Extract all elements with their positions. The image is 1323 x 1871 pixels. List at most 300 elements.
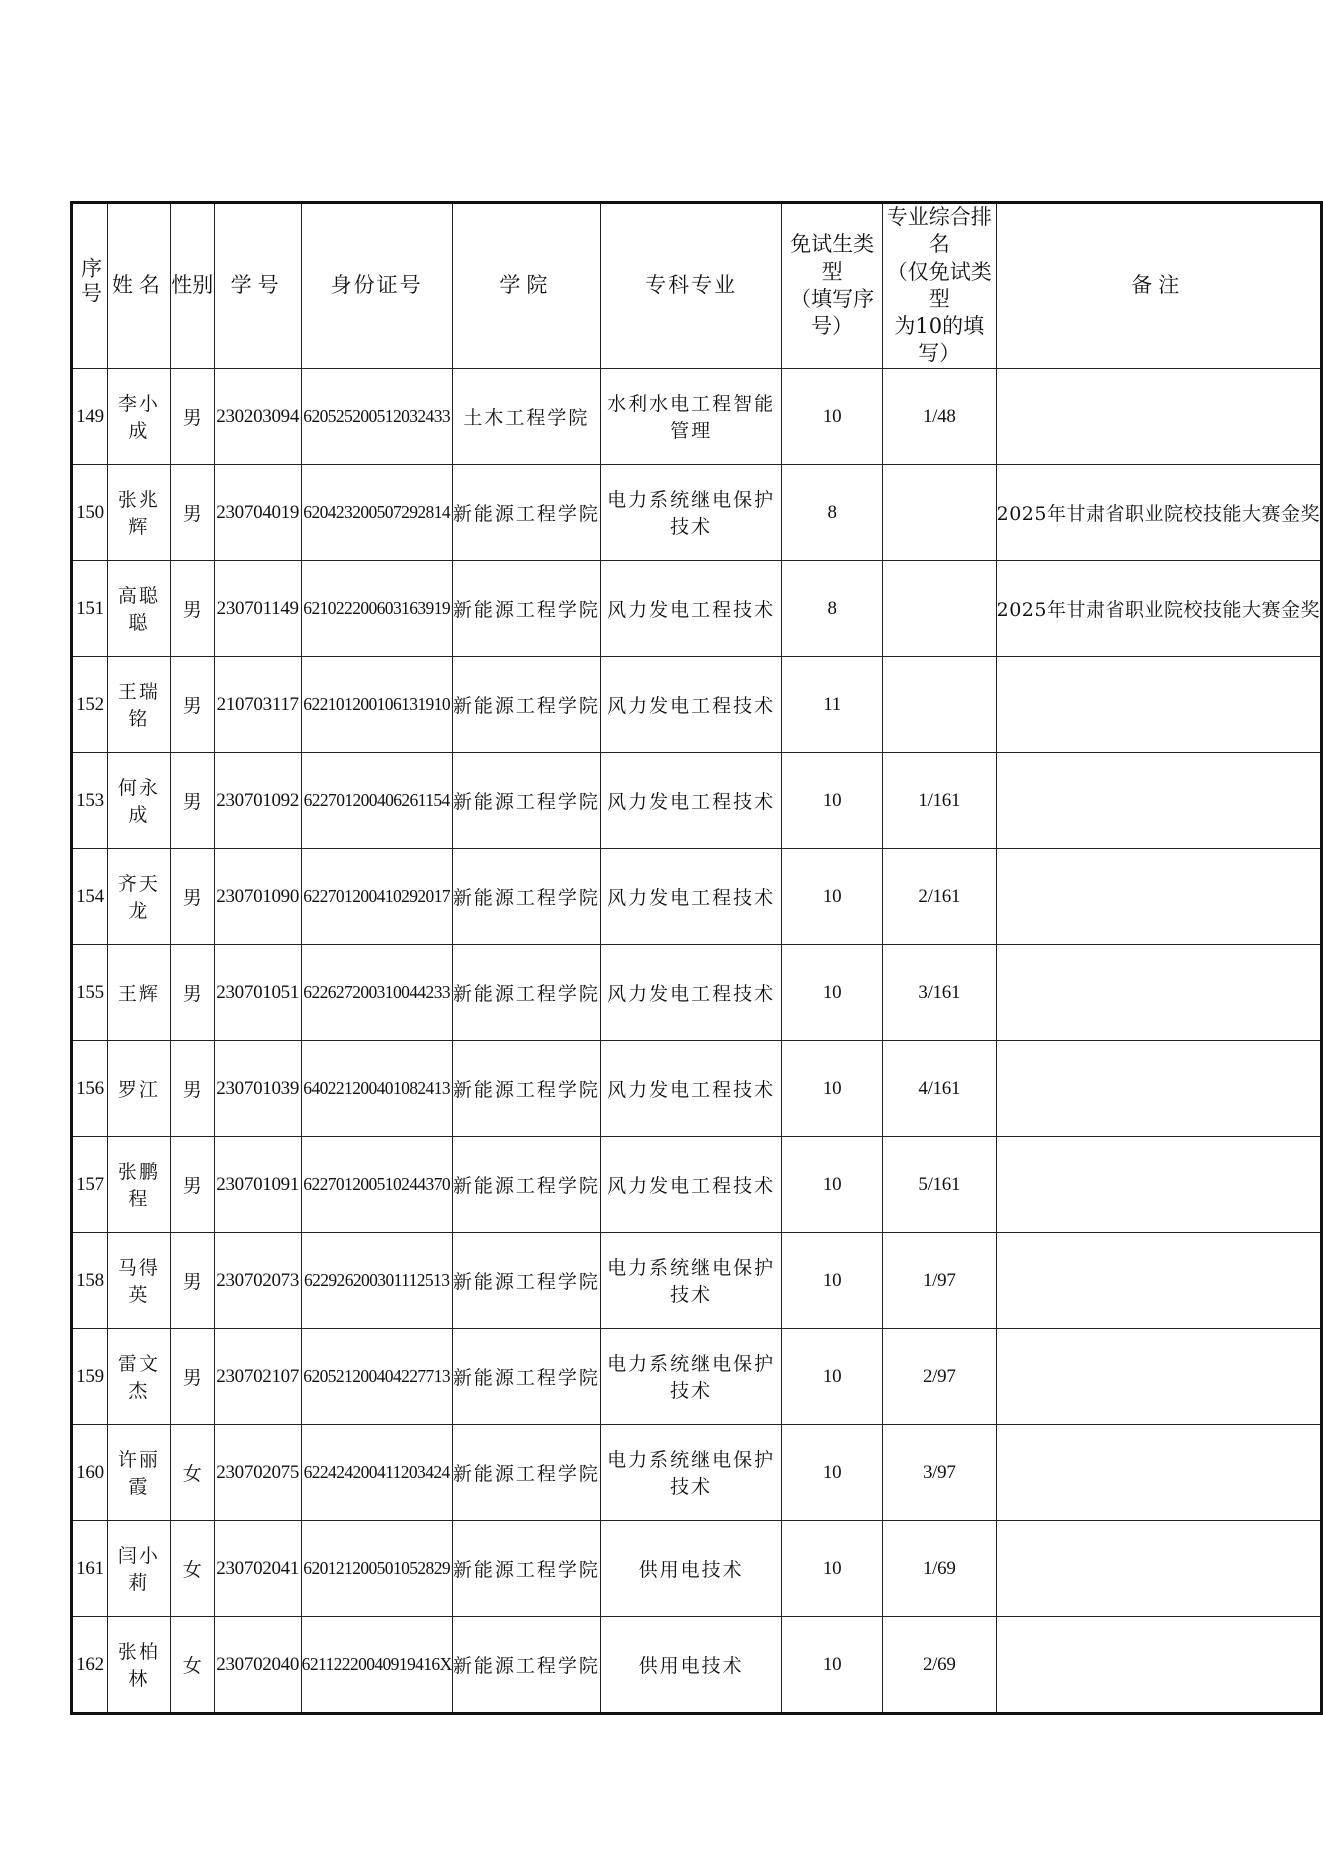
exempt-type-cell-text: 10	[822, 1173, 842, 1195]
table-row	[72, 1328, 1322, 1424]
header-remark	[996, 203, 1321, 369]
name-cell	[107, 944, 170, 1040]
id-card-cell-text: 622627200310044233	[303, 982, 450, 1003]
seq-cell-text: 155	[76, 981, 104, 1003]
exempt-type-cell-text: 8	[827, 501, 837, 523]
table-row	[72, 464, 1322, 560]
college-cell	[452, 1424, 600, 1520]
major-cell-text: 电力系统继电保护技术	[607, 1257, 776, 1307]
header-id-card	[301, 203, 452, 369]
table-row	[72, 656, 1322, 752]
student-id-cell-text: 210703117	[216, 693, 299, 715]
header-rank	[882, 203, 996, 369]
id-card-cell-text: 622701200406261154	[303, 790, 450, 811]
table-row	[72, 1616, 1322, 1713]
college-cell-text: 新能源工程学院	[452, 1174, 600, 1197]
table-body	[72, 368, 1322, 1713]
exempt-type-cell-text: 10	[822, 1269, 842, 1291]
major-cell-text: 风力发电工程技术	[607, 694, 776, 717]
gender-cell-text: 女	[182, 1558, 202, 1581]
seq-cell-text: 162	[76, 1653, 104, 1675]
id-card-cell-text: 62112220040919416X	[301, 1654, 452, 1675]
id-card-cell	[301, 1040, 452, 1136]
college-cell-text: 新能源工程学院	[452, 694, 600, 717]
college-cell	[452, 1520, 600, 1616]
id-card-cell	[301, 1616, 452, 1713]
name-cell	[107, 1616, 170, 1713]
gender-cell	[170, 944, 214, 1040]
seq-cell	[72, 464, 108, 560]
major-cell-text: 电力系统继电保护技术	[607, 1353, 776, 1403]
rank-cell-text: 2/161	[918, 885, 961, 907]
student-id-cell-text: 230701149	[216, 597, 299, 619]
header-gender	[170, 203, 214, 369]
id-card-cell	[301, 464, 452, 560]
header-rank-label: 专业综合排名 （仅免试类型 为10的填写）	[886, 205, 992, 366]
gender-cell	[170, 1328, 214, 1424]
table-row	[72, 1136, 1322, 1232]
remark-cell	[996, 1232, 1321, 1328]
gender-cell	[170, 1040, 214, 1136]
gender-cell-text: 女	[182, 1654, 202, 1677]
seq-cell	[72, 752, 108, 848]
major-cell-text: 供用电技术	[638, 1654, 744, 1677]
name-cell-text: 张兆辉	[117, 489, 160, 539]
table-row	[72, 752, 1322, 848]
seq-cell-text: 156	[76, 1077, 104, 1099]
major-cell	[601, 1520, 782, 1616]
table-row	[72, 944, 1322, 1040]
seq-cell	[72, 1520, 108, 1616]
gender-cell-text: 男	[182, 790, 202, 813]
exempt-type-cell-text: 10	[822, 405, 842, 427]
exempt-type-cell-text: 10	[822, 1461, 842, 1483]
rank-cell-text: 2/97	[922, 1365, 956, 1387]
rank-cell	[882, 368, 996, 464]
college-cell	[452, 1136, 600, 1232]
major-cell-text: 水利水电工程智能管理	[607, 393, 776, 443]
college-cell-text: 新能源工程学院	[452, 790, 600, 813]
major-cell	[601, 656, 782, 752]
gender-cell	[170, 848, 214, 944]
rank-cell	[882, 1136, 996, 1232]
college-cell-text: 新能源工程学院	[452, 1078, 600, 1101]
student-id-cell-text: 230702107	[216, 1365, 300, 1387]
student-id-cell	[214, 1328, 301, 1424]
student-id-cell-text: 230701039	[216, 1077, 300, 1099]
remark-cell	[996, 752, 1321, 848]
student-id-cell-text: 230702040	[216, 1653, 300, 1675]
gender-cell	[170, 752, 214, 848]
id-card-cell	[301, 944, 452, 1040]
college-cell	[452, 1040, 600, 1136]
gender-cell	[170, 560, 214, 656]
gender-cell-text: 男	[182, 406, 202, 429]
rank-cell-text: 1/69	[922, 1557, 956, 1579]
student-id-cell	[214, 1616, 301, 1713]
seq-cell-text: 154	[76, 885, 104, 907]
gender-cell-text: 男	[182, 982, 202, 1005]
id-card-cell	[301, 1424, 452, 1520]
header-name	[107, 203, 170, 369]
seq-cell	[72, 1616, 108, 1713]
exempt-type-cell	[782, 752, 883, 848]
seq-cell	[72, 1328, 108, 1424]
college-cell-text: 新能源工程学院	[452, 1366, 600, 1389]
header-major	[601, 203, 782, 369]
remark-cell	[996, 560, 1321, 656]
major-cell	[601, 944, 782, 1040]
id-card-cell	[301, 368, 452, 464]
gender-cell	[170, 1520, 214, 1616]
college-cell-text: 新能源工程学院	[452, 598, 600, 621]
id-card-cell-text: 622701200510244370	[303, 1174, 450, 1195]
seq-cell-text: 159	[76, 1365, 104, 1387]
exempt-type-cell	[782, 464, 883, 560]
name-cell	[107, 1040, 170, 1136]
student-id-cell-text: 230701091	[216, 1173, 300, 1195]
major-cell	[601, 1040, 782, 1136]
header-remark-label: 备注	[1131, 273, 1186, 298]
student-id-cell	[214, 1232, 301, 1328]
exempt-type-cell-text: 10	[822, 885, 842, 907]
college-cell-text: 新能源工程学院	[452, 1462, 600, 1485]
gender-cell	[170, 1232, 214, 1328]
college-cell-text: 新能源工程学院	[452, 1558, 600, 1581]
id-card-cell-text: 622926200301112513	[303, 1270, 450, 1291]
name-cell-text: 高聪聪	[117, 585, 160, 635]
major-cell	[601, 560, 782, 656]
student-id-cell-text: 230704019	[216, 501, 300, 523]
rank-cell	[882, 1616, 996, 1713]
college-cell	[452, 1232, 600, 1328]
name-cell-text: 李小成	[117, 393, 160, 443]
seq-cell-text: 160	[76, 1461, 104, 1483]
table-row	[72, 1232, 1322, 1328]
rank-cell	[882, 560, 996, 656]
exempt-type-cell-text: 10	[822, 1653, 842, 1675]
remark-cell-text: 2025年甘肃省职业院校技能大赛金奖	[996, 502, 1320, 525]
major-cell-text: 供用电技术	[638, 1558, 744, 1581]
name-cell-text: 王辉	[117, 982, 160, 1005]
college-cell-text: 新能源工程学院	[452, 886, 600, 909]
header-college-label: 学院	[499, 273, 554, 298]
remark-cell	[996, 1424, 1321, 1520]
student-id-cell	[214, 1424, 301, 1520]
major-cell	[601, 1232, 782, 1328]
gender-cell-text: 女	[182, 1462, 202, 1485]
college-cell	[452, 656, 600, 752]
major-cell	[601, 1136, 782, 1232]
student-id-cell	[214, 848, 301, 944]
major-cell-text: 电力系统继电保护技术	[607, 1449, 776, 1499]
name-cell	[107, 1424, 170, 1520]
seq-cell-text: 149	[76, 405, 104, 427]
rank-cell	[882, 848, 996, 944]
gender-cell	[170, 656, 214, 752]
name-cell	[107, 1328, 170, 1424]
college-cell	[452, 560, 600, 656]
table-row	[72, 560, 1322, 656]
rank-cell	[882, 1040, 996, 1136]
table-row	[72, 1424, 1322, 1520]
major-cell-text: 风力发电工程技术	[607, 886, 776, 909]
name-cell-text: 张柏林	[117, 1641, 160, 1691]
rank-cell-text: 3/161	[918, 981, 961, 1003]
header-gender-label: 性别	[171, 273, 214, 298]
exempt-type-cell	[782, 1328, 883, 1424]
rank-cell-text: 3/97	[922, 1461, 956, 1483]
name-cell	[107, 464, 170, 560]
seq-cell	[72, 1424, 108, 1520]
exempt-type-cell-text: 10	[822, 789, 842, 811]
exempt-type-cell	[782, 1232, 883, 1328]
exempt-type-cell-text: 10	[822, 981, 842, 1003]
major-cell-text: 电力系统继电保护技术	[607, 489, 776, 539]
id-card-cell-text: 622701200410292017	[303, 886, 450, 907]
header-student-id	[214, 203, 301, 369]
rank-cell	[882, 1520, 996, 1616]
header-row	[72, 203, 1322, 369]
gender-cell	[170, 1136, 214, 1232]
rank-cell-text: 4/161	[918, 1077, 961, 1099]
rank-cell-text: 1/48	[922, 405, 956, 427]
remark-cell	[996, 1040, 1321, 1136]
seq-cell	[72, 1040, 108, 1136]
major-cell	[601, 1616, 782, 1713]
name-cell	[107, 1520, 170, 1616]
seq-cell-text: 153	[76, 789, 104, 811]
student-id-cell-text: 230701090	[216, 885, 300, 907]
seq-cell-text: 152	[76, 693, 104, 715]
name-cell-text: 齐天龙	[117, 873, 160, 923]
seq-cell	[72, 848, 108, 944]
major-cell-text: 风力发电工程技术	[607, 790, 776, 813]
rank-cell	[882, 656, 996, 752]
name-cell	[107, 1232, 170, 1328]
table-row	[72, 1520, 1322, 1616]
major-cell-text: 风力发电工程技术	[607, 1078, 776, 1101]
major-cell	[601, 848, 782, 944]
seq-cell-text: 150	[76, 501, 104, 523]
student-id-cell	[214, 752, 301, 848]
student-id-cell	[214, 1520, 301, 1616]
college-cell	[452, 944, 600, 1040]
id-card-cell	[301, 848, 452, 944]
id-card-cell-text: 620423200507292814	[303, 502, 450, 523]
college-cell-text: 新能源工程学院	[452, 502, 600, 525]
gender-cell-text: 男	[182, 1366, 202, 1389]
student-id-cell	[214, 944, 301, 1040]
header-seq-label: 序号	[78, 257, 103, 308]
student-id-cell	[214, 656, 301, 752]
student-id-cell-text: 230203094	[216, 405, 300, 427]
college-cell-text: 新能源工程学院	[452, 1270, 600, 1293]
seq-cell	[72, 560, 108, 656]
college-cell-text: 土木工程学院	[463, 406, 590, 429]
student-id-cell-text: 230701092	[216, 789, 300, 811]
id-card-cell	[301, 1328, 452, 1424]
major-cell	[601, 752, 782, 848]
id-card-cell	[301, 1136, 452, 1232]
seq-cell	[72, 944, 108, 1040]
major-cell	[601, 464, 782, 560]
rank-cell	[882, 752, 996, 848]
seq-cell	[72, 368, 108, 464]
name-cell-text: 马得英	[117, 1257, 160, 1307]
exempt-type-cell-text: 10	[822, 1557, 842, 1579]
name-cell-text: 何永成	[117, 777, 160, 827]
college-cell	[452, 1616, 600, 1713]
name-cell-text: 王瑞铭	[117, 681, 160, 731]
seq-cell-text: 161	[76, 1557, 104, 1579]
rank-cell-text: 5/161	[918, 1173, 961, 1195]
exempt-student-table	[70, 201, 1323, 1715]
college-cell	[452, 752, 600, 848]
remark-cell	[996, 1520, 1321, 1616]
seq-cell-text: 151	[76, 597, 104, 619]
remark-cell	[996, 656, 1321, 752]
header-exempt-type	[782, 203, 883, 369]
rank-cell	[882, 1328, 996, 1424]
remark-cell	[996, 1328, 1321, 1424]
exempt-type-cell	[782, 1136, 883, 1232]
name-cell	[107, 656, 170, 752]
rank-cell-text: 1/97	[922, 1269, 956, 1291]
id-card-cell-text: 620121200501052829	[303, 1558, 450, 1579]
id-card-cell-text: 620521200404227713	[303, 1366, 450, 1387]
header-seq	[72, 203, 108, 369]
rank-cell-text: 2/69	[922, 1653, 956, 1675]
exempt-type-cell	[782, 1616, 883, 1713]
college-cell	[452, 848, 600, 944]
student-id-cell	[214, 1040, 301, 1136]
table-row	[72, 848, 1322, 944]
name-cell-text: 许丽霞	[117, 1449, 160, 1499]
remark-cell	[996, 944, 1321, 1040]
student-id-cell	[214, 560, 301, 656]
table-row	[72, 1040, 1322, 1136]
gender-cell-text: 男	[182, 1078, 202, 1101]
id-card-cell	[301, 1232, 452, 1328]
seq-cell-text: 158	[76, 1269, 104, 1291]
seq-cell	[72, 1232, 108, 1328]
gender-cell	[170, 368, 214, 464]
id-card-cell	[301, 1520, 452, 1616]
name-cell-text: 罗江	[117, 1078, 160, 1101]
major-cell	[601, 1424, 782, 1520]
id-card-cell	[301, 656, 452, 752]
college-cell-text: 新能源工程学院	[452, 1654, 600, 1677]
student-id-cell	[214, 464, 301, 560]
major-cell-text: 风力发电工程技术	[607, 1174, 776, 1197]
table-row	[72, 368, 1322, 464]
name-cell	[107, 752, 170, 848]
name-cell-text: 闫小莉	[117, 1545, 160, 1595]
id-card-cell	[301, 560, 452, 656]
college-cell	[452, 1328, 600, 1424]
student-id-cell-text: 230702073	[216, 1269, 300, 1291]
major-cell	[601, 1328, 782, 1424]
gender-cell-text: 男	[182, 502, 202, 525]
gender-cell-text: 男	[182, 886, 202, 909]
name-cell	[107, 848, 170, 944]
exempt-type-cell-text: 10	[822, 1365, 842, 1387]
header-college	[452, 203, 600, 369]
rank-cell	[882, 1424, 996, 1520]
exempt-type-cell	[782, 368, 883, 464]
remark-cell	[996, 464, 1321, 560]
exempt-type-cell-text: 10	[822, 1077, 842, 1099]
id-card-cell-text: 622101200106131910	[303, 694, 450, 715]
name-cell	[107, 560, 170, 656]
remark-cell	[996, 368, 1321, 464]
name-cell-text: 雷文杰	[117, 1353, 160, 1403]
name-cell	[107, 1136, 170, 1232]
id-card-cell-text: 620525200512032433	[303, 406, 450, 427]
rank-cell	[882, 1232, 996, 1328]
exempt-type-cell	[782, 1040, 883, 1136]
gender-cell-text: 男	[182, 598, 202, 621]
id-card-cell-text: 622424200411203424	[303, 1462, 450, 1483]
exempt-type-cell	[782, 1520, 883, 1616]
exempt-type-cell-text: 11	[823, 693, 841, 715]
student-id-cell-text: 230701051	[216, 981, 300, 1003]
seq-cell	[72, 656, 108, 752]
name-cell	[107, 368, 170, 464]
gender-cell	[170, 1616, 214, 1713]
header-name-label: 姓名	[111, 273, 166, 298]
major-cell-text: 风力发电工程技术	[607, 982, 776, 1005]
id-card-cell	[301, 752, 452, 848]
header-major-label: 专科专业	[645, 273, 738, 298]
gender-cell	[170, 464, 214, 560]
college-cell-text: 新能源工程学院	[452, 982, 600, 1005]
remark-cell-text: 2025年甘肃省职业院校技能大赛金奖	[996, 598, 1320, 621]
rank-cell-text: 1/161	[918, 789, 961, 811]
header-student-id-label: 学号	[230, 273, 285, 298]
remark-cell	[996, 848, 1321, 944]
seq-cell	[72, 1136, 108, 1232]
student-id-cell	[214, 1136, 301, 1232]
name-cell-text: 张鹏程	[117, 1161, 160, 1211]
remark-cell	[996, 1616, 1321, 1713]
exempt-type-cell	[782, 848, 883, 944]
student-id-cell-text: 230702041	[216, 1557, 300, 1579]
college-cell	[452, 368, 600, 464]
gender-cell-text: 男	[182, 1270, 202, 1293]
gender-cell-text: 男	[182, 694, 202, 717]
exempt-type-cell	[782, 656, 883, 752]
id-card-cell-text: 621022200603163919	[303, 598, 450, 619]
exempt-type-cell	[782, 944, 883, 1040]
college-cell	[452, 464, 600, 560]
student-id-cell-text: 230702075	[216, 1461, 300, 1483]
exempt-type-cell	[782, 560, 883, 656]
student-id-cell	[214, 368, 301, 464]
exempt-type-cell	[782, 1424, 883, 1520]
major-cell	[601, 368, 782, 464]
rank-cell	[882, 944, 996, 1040]
remark-cell	[996, 1136, 1321, 1232]
header-exempt-type-label: 免试生类型 （填写序号）	[790, 232, 875, 339]
rank-cell	[882, 464, 996, 560]
header-id-card-label: 身份证号	[330, 273, 423, 298]
seq-cell-text: 157	[76, 1173, 104, 1195]
exempt-type-cell-text: 8	[827, 597, 837, 619]
gender-cell	[170, 1424, 214, 1520]
gender-cell-text: 男	[182, 1174, 202, 1197]
